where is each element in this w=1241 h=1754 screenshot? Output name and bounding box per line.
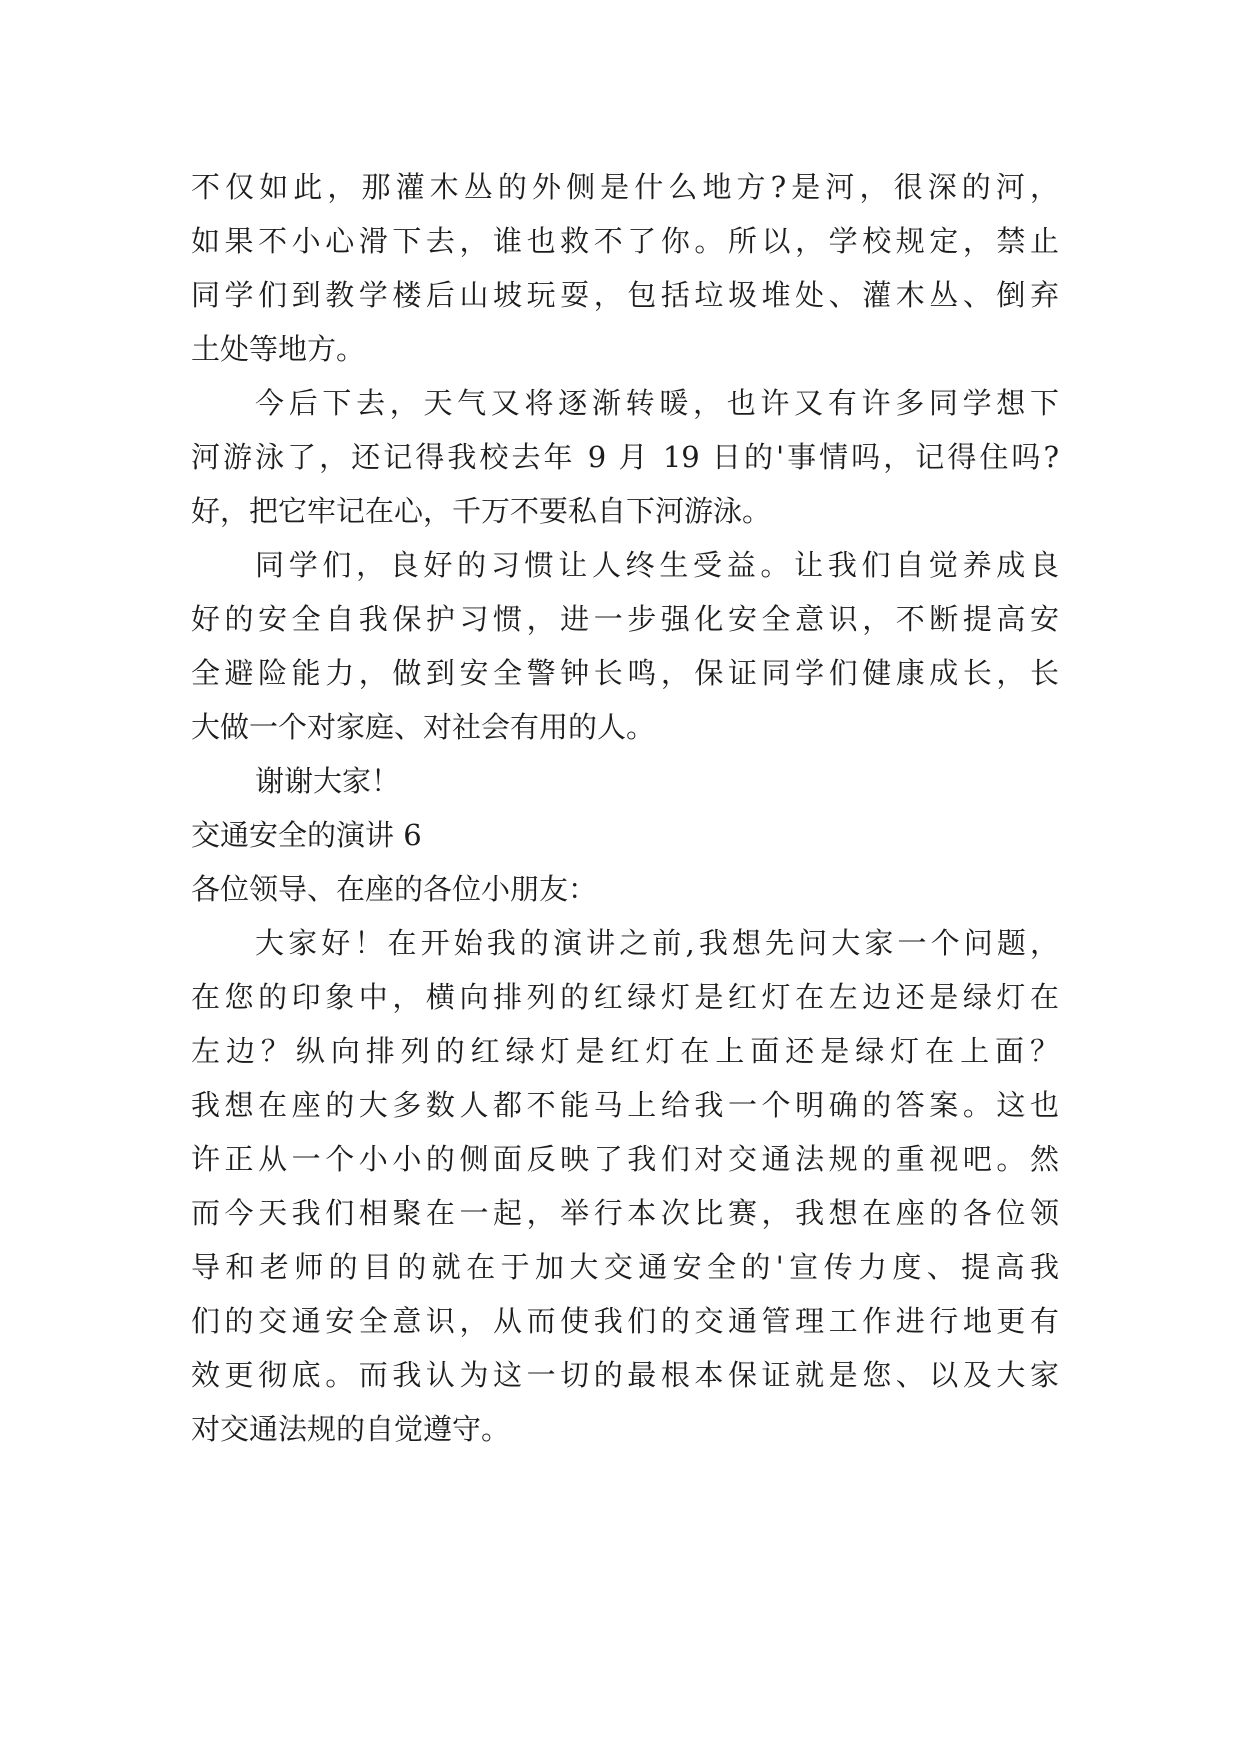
text-line: 而今天我们相聚在一起，举行本次比赛，我想在座的各位领 [191,1196,1059,1230]
text-line: 我想在座的大多数人都不能马上给我一个明确的答案。这也 [191,1088,1059,1122]
section-heading: 交通安全的演讲 6 [191,818,422,852]
text-line: 如果不小心滑下去，谁也救不了你。所以，学校规定，禁止 [191,224,1059,258]
text-line: 好，把它牢记在心，千万不要私自下河游泳。 [191,494,772,528]
text-line: 许正从一个小小的侧面反映了我们对交通法规的重视吧。然 [191,1142,1059,1176]
text-line: 谢谢大家！ [255,764,401,798]
text-line: 好的安全自我保护习惯，进一步强化安全意识，不断提高安 [191,602,1059,636]
text-line: 土处等地方。 [191,332,366,366]
text-line: 左边？纵向排列的红绿灯是红灯在上面还是绿灯在上面？ [191,1034,1059,1068]
text-line: 同学们，良好的习惯让人终生受益。让我们自觉养成良 [255,548,1059,582]
document-body [191,160,1059,1456]
text-line: 大做一个对家庭、对社会有用的人。 [191,710,656,744]
salutation-line: 各位领导、在座的各位小朋友： [191,872,598,906]
text-line: 河游泳了，还记得我校去年 9 月 19 日的'事情吗，记得住吗? [191,440,1059,474]
text-line: 导和老师的目的就在于加大交通安全的'宣传力度、提高我 [191,1250,1059,1284]
text-line: 们的交通安全意识，从而使我们的交通管理工作进行地更有 [191,1304,1059,1338]
text-line: 全避险能力，做到安全警钟长鸣，保证同学们健康成长，长 [191,656,1059,690]
text-line: 不仅如此，那灌木丛的外侧是什么地方?是河，很深的河， [191,170,1059,204]
text-line: 对交通法规的自觉遵守。 [191,1412,511,1446]
text-line: 大家好！在开始我的演讲之前,我想先问大家一个问题， [255,926,1059,960]
text-line: 效更彻底。而我认为这一切的最根本保证就是您、以及大家 [191,1358,1059,1392]
text-line: 在您的印象中，横向排列的红绿灯是红灯在左边还是绿灯在 [191,980,1059,1014]
text-line: 今后下去，天气又将逐渐转暖，也许又有许多同学想下 [255,386,1059,420]
text-line: 同学们到教学楼后山坡玩耍，包括垃圾堆处、灌木丛、倒弃 [191,278,1059,312]
